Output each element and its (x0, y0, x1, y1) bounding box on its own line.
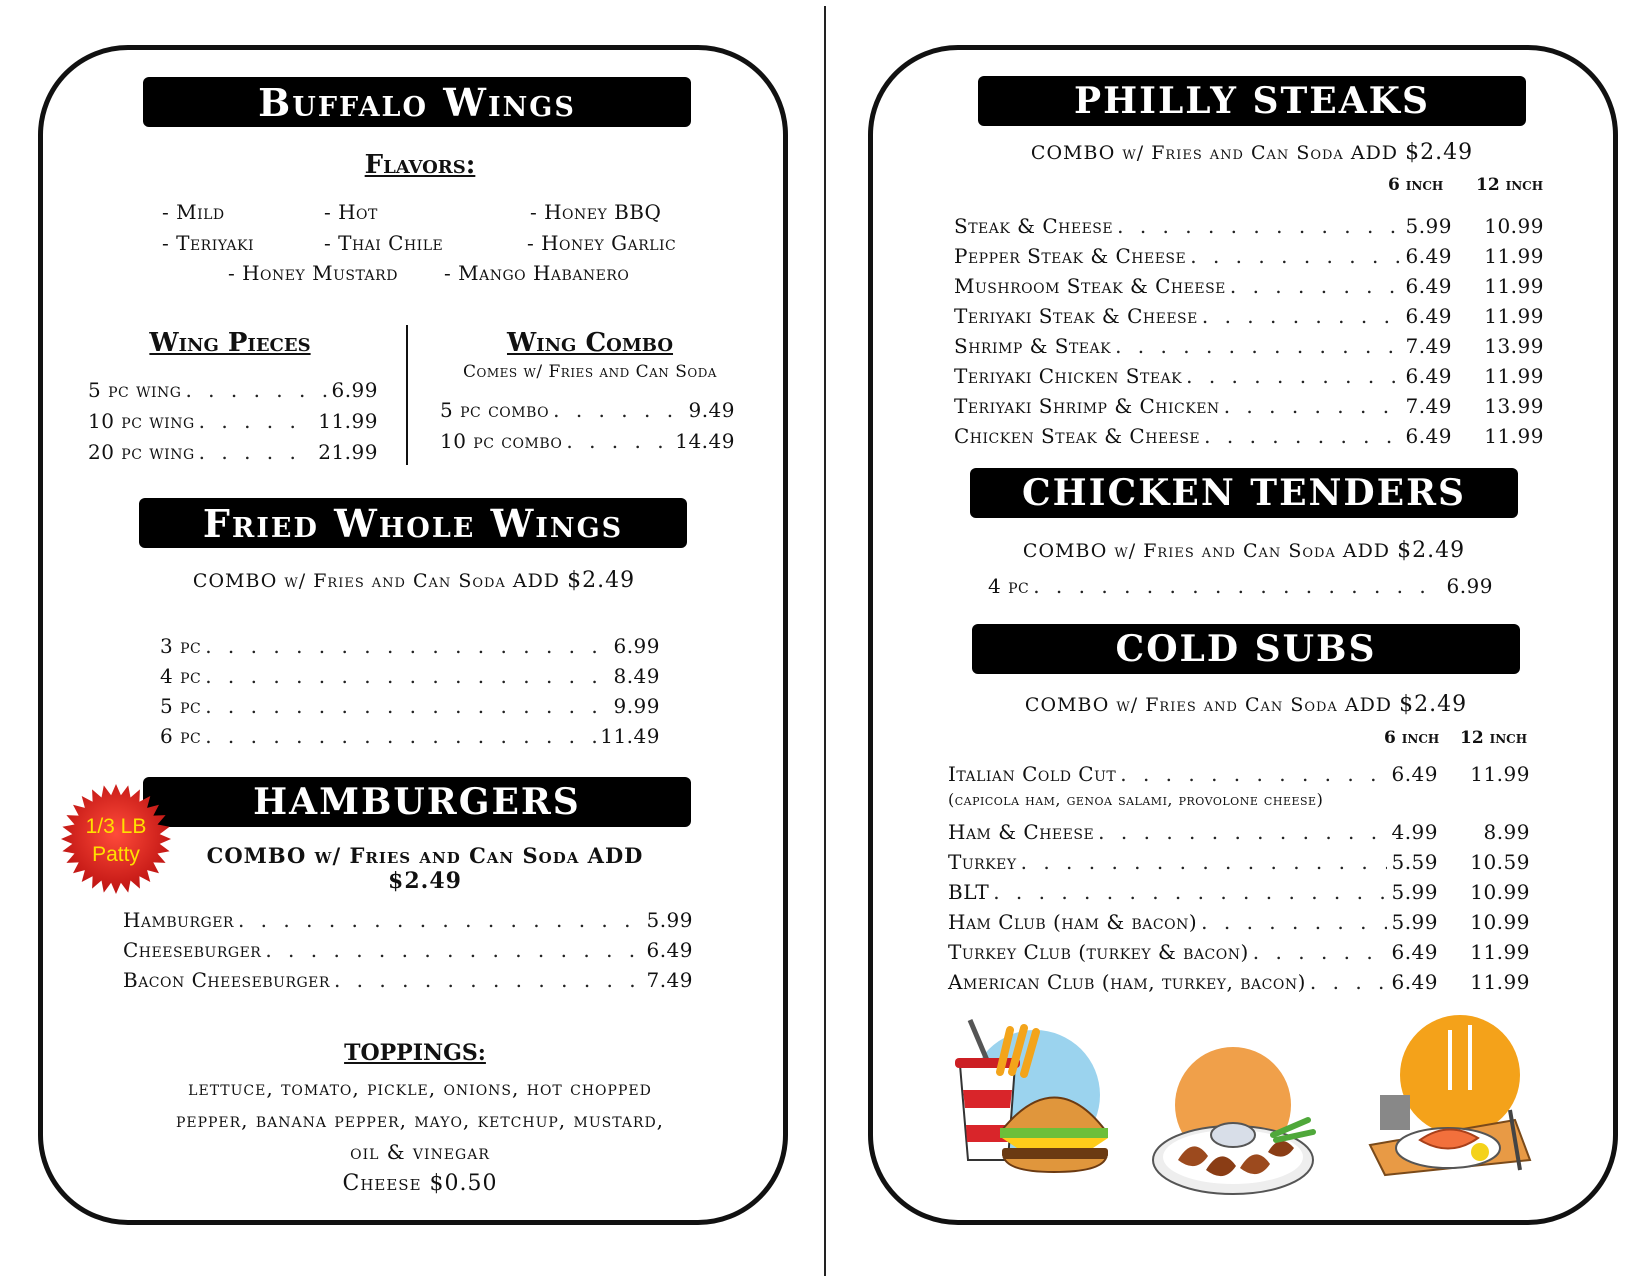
menu-item: Mushroom Steak & Cheese . . . 6.49 11.99 (954, 274, 1544, 304)
tenders-combo: COMBO w/ Fries and Can Soda ADD $2.49 (1022, 538, 1466, 563)
hamburgers-list (123, 908, 693, 998)
menu-item: 6 pc . . . 11.49 (160, 724, 660, 754)
buffalo-wings-banner (143, 77, 691, 127)
philly-col-12inch: 12 inch (1476, 175, 1544, 195)
toppings-title: TOPPINGS: (344, 1040, 486, 1066)
page-divider (824, 6, 826, 1276)
cold-subs-title: COLD SUBS (1115, 628, 1377, 670)
fried-whole-wings-banner (139, 498, 687, 548)
menu-item: Hamburger . . . 5.99 (123, 908, 693, 938)
flavor-item: - Honey BBQ (530, 200, 662, 224)
fried-wings-combo: COMBO w/ Fries and Can Soda ADD $2.49 (192, 568, 636, 593)
menu-item: 10 pc combo . . . 14.49 (440, 429, 735, 460)
hamburgers-combo: COMBO w/ Fries and Can Soda ADD $2.49 (206, 843, 644, 894)
flavor-item: - Mango Habanero (444, 261, 630, 285)
menu-item: Chicken Steak & Cheese . . . 6.49 11.99 (954, 424, 1544, 454)
menu-item: Shrimp & Steak . . . 7.49 13.99 (954, 334, 1544, 364)
fried-whole-wings-title: Fried Whole Wings (202, 500, 624, 546)
menu-item: Cheeseburger . . . 6.49 (123, 938, 693, 968)
menu-item: Italian Cold Cut . . . 6.49 11.99 (948, 762, 1530, 790)
fried-wings-list (160, 634, 660, 754)
chicken-wings-icon (1148, 1040, 1318, 1200)
menu-item: 4 pc . . . 8.49 (160, 664, 660, 694)
subs-col-6inch: 6 inch (1384, 728, 1440, 748)
cold-subs-banner (972, 624, 1520, 674)
flavor-item: - Hot (324, 200, 378, 224)
menu-item: Ham & Cheese . . . 4.99 8.99 (948, 820, 1530, 850)
menu-item: Teriyaki Steak & Cheese . . . 6.49 11.99 (954, 304, 1544, 334)
menu-item: Turkey . . . 5.59 10.59 (948, 850, 1530, 880)
menu-item: Teriyaki Chicken Steak . . . 6.49 11.99 (954, 364, 1544, 394)
wing-section-divider (406, 325, 408, 465)
flavor-item: - Thai Chile (324, 231, 444, 255)
wing-combo-title: Wing Combo (506, 328, 674, 358)
menu-item: Bacon Cheeseburger . . . 7.49 (123, 968, 693, 998)
menu-item: Pepper Steak & Cheese . . . 6.49 11.99 (954, 244, 1544, 274)
philly-combo: COMBO w/ Fries and Can Soda ADD $2.49 (1030, 140, 1474, 165)
wing-pieces-title: Wing Pieces (149, 328, 311, 358)
tenders-list (988, 574, 1493, 604)
toppings-list (100, 1072, 740, 1200)
menu-item: 10 pc wing . . . 11.99 (88, 409, 378, 440)
flavor-item: - Honey Garlic (527, 231, 677, 255)
menu-item: Teriyaki Shrimp & Chicken . . . 7.49 13.99 (954, 394, 1544, 424)
flavor-item: - Teriyaki (162, 231, 255, 255)
salmon-dinner-icon (1360, 1010, 1540, 1180)
chicken-tenders-banner (970, 468, 1518, 518)
cold-subs-list (948, 762, 1530, 1000)
wing-combo-note: Comes w/ Fries and Can Soda (463, 362, 717, 382)
menu-item: 3 pc . . . 6.99 (160, 634, 660, 664)
philly-steaks-title: PHILLY STEAKS (1074, 80, 1430, 122)
menu-item: BLT . . . 5.99 10.99 (948, 880, 1530, 910)
menu-item: American Club (ham, turkey, bacon) . . . 6.49 11.99 (948, 970, 1530, 1000)
chicken-tenders-title: CHICKEN TENDERS (1021, 472, 1467, 514)
philly-steaks-banner (978, 76, 1526, 126)
wing-pieces-list (88, 378, 378, 471)
hamburgers-banner (143, 777, 691, 827)
subs-col-12inch: 12 inch (1460, 728, 1528, 748)
patty-badge (60, 783, 172, 895)
flavor-item: - Mild (162, 200, 225, 224)
badge-line2: Patty (92, 843, 140, 866)
hamburgers-title: HAMBURGERS (253, 781, 581, 823)
toppings-line: oil & vinegar (350, 1140, 490, 1164)
burger-combo-icon (940, 1010, 1110, 1180)
starburst-icon (60, 783, 172, 895)
flavors-title: Flavors: (364, 150, 476, 180)
menu-item: 4 pc . . . 6.99 (988, 574, 1493, 604)
philly-col-6inch: 6 inch (1388, 175, 1444, 195)
menu-item: 5 pc combo . . . 9.49 (440, 398, 735, 429)
menu-item: 5 pc wing . . . 6.99 (88, 378, 378, 409)
menu-item: Turkey Club (turkey & bacon) . . . 6.49 11.99 (948, 940, 1530, 970)
buffalo-wings-title: Buffalo Wings (258, 79, 576, 125)
flavor-item: - Honey Mustard (228, 261, 398, 285)
toppings-line: pepper, banana pepper, mayo, ketchup, mustard, (175, 1108, 665, 1132)
wing-combo-list (440, 398, 735, 460)
cheese-price: Cheese $0.50 (342, 1171, 498, 1196)
philly-list (954, 214, 1544, 454)
badge-line1: 1/3 LB (85, 815, 147, 838)
menu-item: Steak & Cheese . . . 5.99 10.99 (954, 214, 1544, 244)
toppings-line: lettuce, tomato, pickle, onions, hot chopped (188, 1076, 652, 1100)
italian-note: (capicola ham, genoa salami, provolone cheese) (948, 790, 1324, 809)
cold-subs-combo: COMBO w/ Fries and Can Soda ADD $2.49 (1024, 692, 1468, 717)
menu-item: 5 pc . . . 9.99 (160, 694, 660, 724)
menu-item: 20 pc wing . . . 21.99 (88, 440, 378, 471)
menu-item: Ham Club (ham & bacon) . . . 5.99 10.99 (948, 910, 1530, 940)
